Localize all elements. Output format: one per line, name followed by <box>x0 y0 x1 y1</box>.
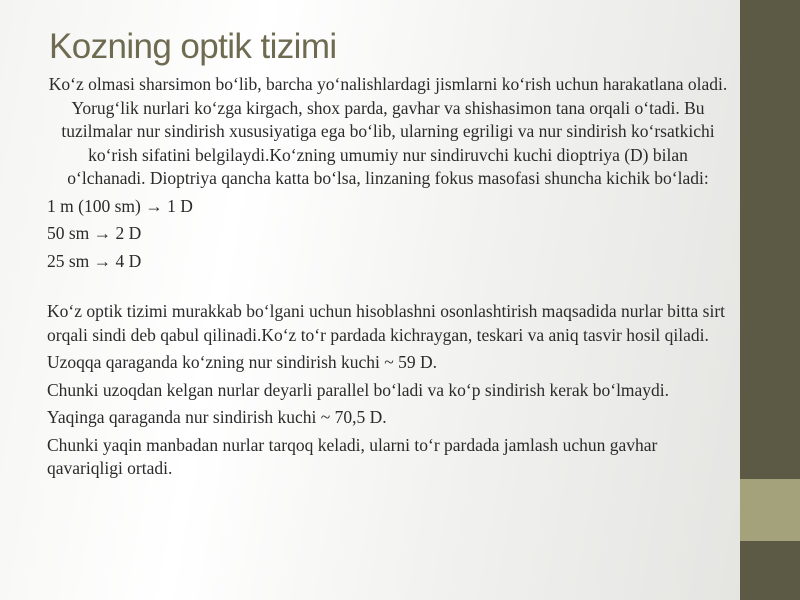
intro-paragraph: Ko‘z olmasi sharsimon bo‘lib, barcha yo‘nalishlardagi jismlarni ko‘rish uchun harakatlana oladi. Yorug‘lik nurlari ko‘zga kirgach, shox parda, gavhar va shishasimon tana orqali o‘tadi. Bu tuzilmalar nur sindirish xususiyatiga ega bo‘lib, ularning egriligi va nur sindirish ko‘rsatkichi ko‘rish sifatini belgilaydi.Ko‘zning umumiy nur sindiruvchi kuchi dioptriya (D) bilan o‘lchanadi. Dioptriya qancha katta bo‘lsa, linzaning fokus masofasi shuncha kichik bo‘ladi: <box>48 74 728 188</box>
slide-title: Kozning optik tizimi <box>49 27 337 66</box>
near-vision-reason: Chunki yaqin manbadan nurlar tarqoq keladi, ularni to‘r pardada jamlash uchun gavhar qavariqligi ortadi. <box>47 434 658 478</box>
diopter-line-3: 25 sm → 4 D <box>47 250 142 271</box>
optics-paragraph: Ko‘z optik tizimi murakkab bo‘lgani uchun hisoblashni osonlashtirish maqsadida nurlar bitta sirt orqali sindi deb qabul qilinadi.Ko‘z to‘r pardada kichraygan, teskari va aniq tasvir hosil qiladi. <box>47 301 726 345</box>
diopter-line-1: 1 m (100 sm) → 1 D <box>47 195 193 216</box>
diopter-line-2: 50 sm → 2 D <box>47 223 142 243</box>
far-vision-power: Uzoqqa qaraganda ko‘zning nur sindirish kuchi ~ 59 D. <box>47 352 437 372</box>
near-vision-power: Yaqinga qaraganda nur sindirish kuchi ~ 70,5 D. <box>47 407 387 427</box>
slide-body <box>47 73 729 485</box>
decorative-sidebar-accent <box>740 479 800 541</box>
far-vision-reason: Chunki uzoqdan kelgan nurlar deyarli parallel bo‘ladi va ko‘p sindirish kerak bo‘lmaydi. <box>47 379 670 400</box>
